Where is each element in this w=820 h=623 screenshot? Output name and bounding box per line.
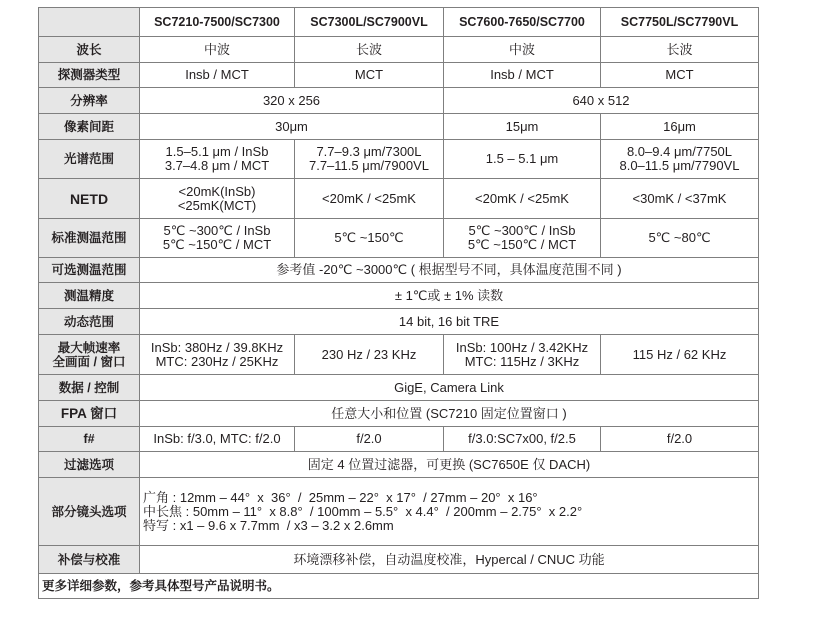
cell: f/3.0:SC7x00, f/2.5 — [444, 427, 601, 452]
cell: ± 1℃或 ± 1% 读数 — [140, 283, 759, 309]
header-col-1: SC7210-7500/SC7300 — [140, 8, 295, 37]
cell: <20mK / <25mK — [295, 179, 444, 219]
cell: Insb / MCT — [444, 63, 601, 88]
cell — [295, 140, 444, 179]
cell-line: 8.0–11.5 μm/7790VL — [619, 158, 740, 173]
cell-line: 中长焦 : 50mm – 11° x 8.8° / 100mm – 5.5° x 4.4° / 200mm – 2.75° x 2.2° — [143, 503, 583, 519]
cell: Insb / MCT — [140, 63, 295, 88]
row-filter — [39, 452, 759, 478]
cell: f/2.0 — [295, 427, 444, 452]
cell: 长波 — [601, 37, 759, 63]
row-data-control — [39, 375, 759, 401]
row-optional-range — [39, 258, 759, 283]
label-calibration: 补偿与校准 — [39, 546, 140, 574]
cell: MCT — [601, 63, 759, 88]
header-row — [39, 8, 759, 37]
header-col-2: SC7300L/SC7900VL — [295, 8, 444, 37]
row-frame-rate — [39, 335, 759, 375]
cell-line: 7.7–9.3 μm/7300L — [316, 144, 422, 159]
cell: 中波 — [140, 37, 295, 63]
cell: 固定 4 位置过滤器，可更换 (SC7650E 仅 DACH) — [140, 452, 759, 478]
cell: 115 Hz / 62 KHz — [601, 335, 759, 375]
label-temp-range: 标准测温范围 — [39, 219, 140, 258]
cell-line: 5℃ ~150℃ / MCT — [162, 237, 272, 252]
cell: 230 Hz / 23 KHz — [295, 335, 444, 375]
cell: 1.5 – 5.1 μm — [444, 140, 601, 179]
cell-line: <20mK(InSb) — [178, 183, 256, 199]
cell: <20mK / <25mK — [444, 179, 601, 219]
row-temp-range — [39, 219, 759, 258]
label-filter: 过滤选项 — [39, 452, 140, 478]
header-corner — [39, 8, 140, 37]
cell — [601, 140, 759, 179]
label-detector: 探测器类型 — [39, 63, 140, 88]
row-calibration — [39, 546, 759, 574]
label-wavelength: 波长 — [39, 37, 140, 63]
cell-line: MTC: 230Hz / 25KHz — [155, 353, 279, 369]
cell — [140, 478, 759, 546]
header-col-3: SC7600-7650/SC7700 — [444, 8, 601, 37]
cell: 5℃ ~80℃ — [601, 219, 759, 258]
footer-note: 更多详细参数，参考具体型号产品说明书。 — [39, 574, 759, 599]
cell-line: 广角 : 12mm – 44° x 36° / 25mm – 22° x 17° / 27mm – 20° x 16° — [143, 489, 538, 505]
cell-line: 1.5–5.1 μm / InSb — [165, 144, 269, 159]
footer-row — [39, 574, 759, 599]
cell: 14 bit, 16 bit TRE — [140, 309, 759, 335]
cell: 中波 — [444, 37, 601, 63]
row-dynamic — [39, 309, 759, 335]
cell-line: 5℃ ~300℃ / InSb — [468, 223, 576, 238]
cell-line: 8.0–9.4 μm/7750L — [626, 144, 733, 159]
cell: 320 x 256 — [140, 88, 444, 114]
cell: 15μm — [444, 114, 601, 140]
cell: 任意大小和位置 (SC7210 固定位置窗口 ) — [140, 401, 759, 427]
cell — [140, 140, 295, 179]
cell — [444, 219, 601, 258]
cell — [140, 219, 295, 258]
label-netd: NETD — [39, 179, 140, 219]
row-wavelength — [39, 37, 759, 63]
cell: 环境漂移补偿，自动温度校准，Hypercal / CNUC 功能 — [140, 546, 759, 574]
cell-line: 5℃ ~150℃ / MCT — [467, 237, 577, 252]
cell: f/2.0 — [601, 427, 759, 452]
cell: MCT — [295, 63, 444, 88]
label-resolution: 分辨率 — [39, 88, 140, 114]
cell-line: InSb: 380Hz / 39.8KHz — [150, 339, 284, 355]
label-data-control: 数据 / 控制 — [39, 375, 140, 401]
cell: GigE, Camera Link — [140, 375, 759, 401]
row-netd — [39, 179, 759, 219]
label-dynamic: 动态范围 — [39, 309, 140, 335]
cell: 参考值 -20℃ ~3000℃ ( 根据型号不同，具体温度范围不同 ) — [140, 258, 759, 283]
label-lens: 部分镜头选项 — [39, 478, 140, 546]
row-accuracy — [39, 283, 759, 309]
header-col-4: SC7750L/SC7790VL — [601, 8, 759, 37]
cell: 长波 — [295, 37, 444, 63]
label-pixel-pitch: 像素间距 — [39, 114, 140, 140]
row-resolution — [39, 88, 759, 114]
cell: 640 x 512 — [444, 88, 759, 114]
row-fpa — [39, 401, 759, 427]
cell-line: 7.7–11.5 μm/7900VL — [308, 158, 429, 173]
cell: InSb: f/3.0, MTC: f/2.0 — [140, 427, 295, 452]
row-lens — [39, 478, 759, 546]
cell-line: 特写 : x1 – 9.6 x 7.7mm / x3 – 3.2 x 2.6mm — [143, 517, 394, 533]
row-detector — [39, 63, 759, 88]
label-frame-rate — [39, 335, 140, 375]
cell-line: <25mK(MCT) — [177, 197, 257, 213]
label-fnum: f# — [39, 427, 140, 452]
row-pixel-pitch — [39, 114, 759, 140]
cell — [140, 179, 295, 219]
label-spectral: 光谱范围 — [39, 140, 140, 179]
row-fnum — [39, 427, 759, 452]
cell-line: MTC: 115Hz / 3KHz — [464, 353, 580, 369]
row-spectral — [39, 140, 759, 179]
cell-line: 3.7–4.8 μm / MCT — [164, 158, 270, 173]
cell: 5℃ ~150℃ — [295, 219, 444, 258]
label-accuracy: 测温精度 — [39, 283, 140, 309]
cell: <30mK / <37mK — [601, 179, 759, 219]
cell — [444, 335, 601, 375]
label-line: 最大帧速率 — [57, 340, 121, 355]
cell-line: 5℃ ~300℃ / InSb — [163, 223, 271, 238]
cell — [140, 335, 295, 375]
cell-line: InSb: 100Hz / 3.42KHz — [455, 339, 589, 355]
spec-table — [38, 7, 759, 599]
cell: 16μm — [601, 114, 759, 140]
label-fpa: FPA 窗口 — [39, 401, 140, 427]
cell: 30μm — [140, 114, 444, 140]
label-optional-range: 可选测温范围 — [39, 258, 140, 283]
label-line: 全画面 / 窗口 — [52, 354, 126, 369]
